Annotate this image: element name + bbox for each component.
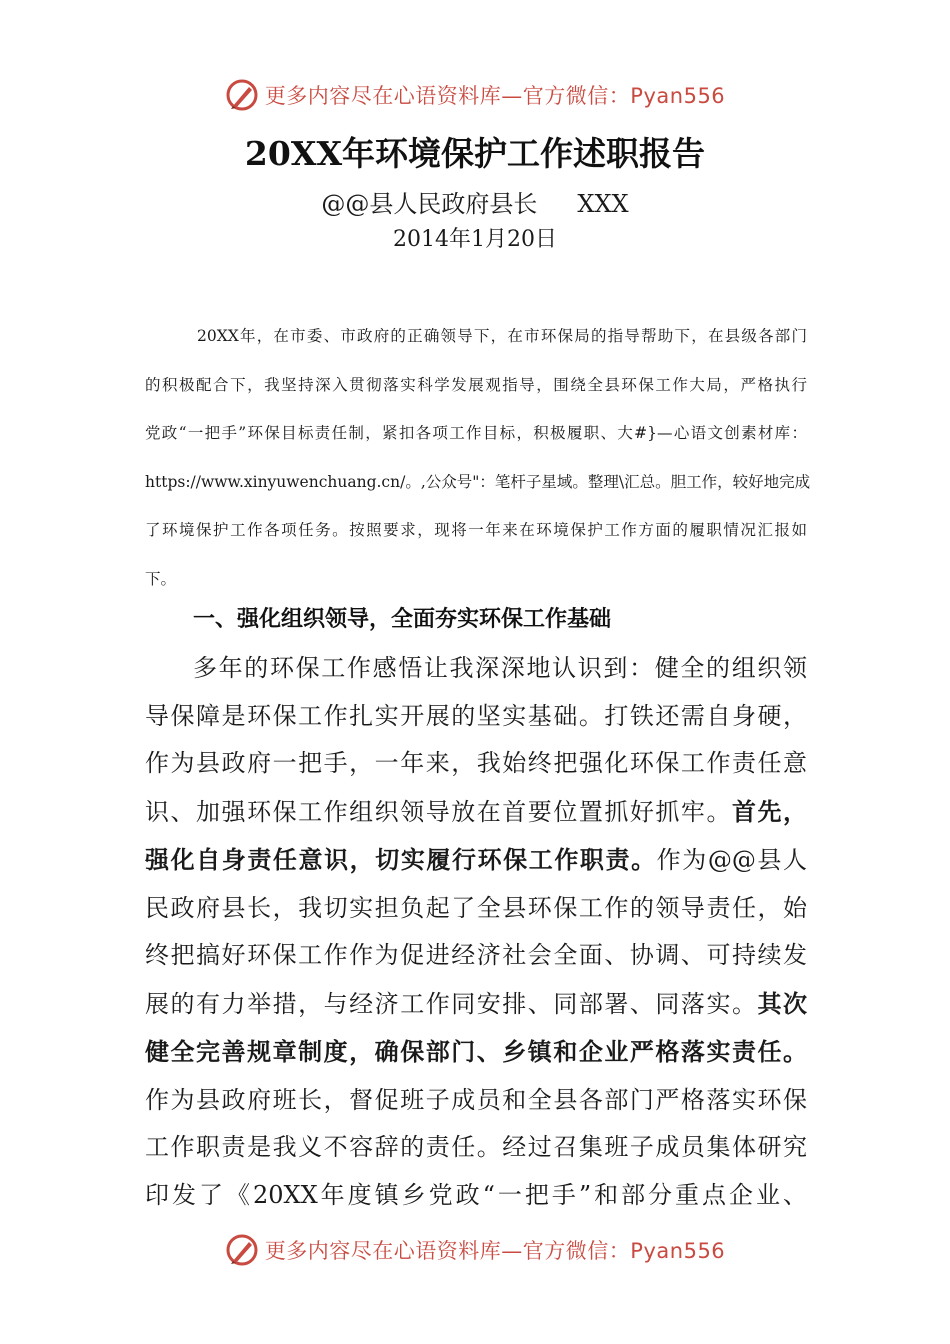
body-line: 作为县政府班长，督促班子成员和全县各部门严格落实环保 (145, 1085, 807, 1114)
body-line (145, 1028, 807, 1077)
author-name: XXX (577, 190, 629, 218)
watermark-text: 更多内容尽在心语资料库—官方微信：Pyan556 (264, 84, 726, 108)
author-line (0, 186, 950, 222)
intro-line: 党政“一把手”环保目标责任制，紧扣各项工作目标，积极履职、大#}—心语文创素材库： (145, 424, 807, 442)
section-body (145, 645, 807, 1219)
intro-paragraph (145, 312, 811, 603)
intro-line: https://www.xinyuwenchuang.cn/。,公众号"：笔杆子星域。整理\汇总。胆工作，较好地完成 (145, 472, 811, 491)
body-text: 展的有力举措，与经济工作同安排、同部署、同落实。 (145, 989, 758, 1018)
intro-line: 20XX年，在市委、市政府的正确领导下，在市环保局的指导帮助下，在县级各部门 (197, 327, 807, 345)
body-text: 作为@@县人 (656, 846, 808, 874)
pen-logo-icon (225, 78, 259, 112)
body-line (145, 980, 807, 1029)
body-line: 多年的环保工作感悟让我深深地认识到：健全的组织领 (193, 654, 807, 682)
watermark-text: 更多内容尽在心语资料库—官方微信：Pyan556 (264, 1239, 726, 1263)
body-line: 导保障是环保工作扎实开展的坚实基础。打铁还需自身硬， (145, 701, 807, 730)
body-line: 终把搞好环保工作作为促进经济社会全面、协调、可持续发 (145, 941, 807, 969)
bold-lead: 首先， (731, 796, 808, 826)
watermark-bottom (0, 1230, 950, 1270)
section-heading: 一、强化组织领导，全面夯实环保工作基础 (193, 607, 612, 632)
intro-line: 了环境保护工作各项任务。按照要求，现将一年来在环境保护工作方面的履职情况汇报如 (145, 521, 807, 539)
body-line: 作为县政府一把手，一年来，我始终把强化环保工作责任意 (145, 749, 807, 777)
body-line (145, 836, 807, 885)
body-text: 识、加强环保工作组织领导放在首要位置抓好抓牢。 (145, 797, 732, 826)
bold-lead: 强化自身责任意识，切实履行环保工作职责。 (145, 845, 657, 874)
report-date: 2014年1月20日 (393, 227, 557, 252)
watermark-top (0, 75, 950, 115)
pen-logo-icon (225, 1233, 259, 1267)
body-line: 印发了《20XX年度镇乡党政“一把手”和部分重点企业、 (145, 1180, 807, 1209)
intro-line: 的积极配合下，我坚持深入贯彻落实科学发展观指导，围绕全县环保工作大局，严格执行 (145, 375, 807, 394)
intro-line: 下。 (145, 569, 177, 588)
bold-lead: 健全完善规章制度，确保部门、乡镇和企业严格落实责任。 (145, 1037, 807, 1066)
body-line: 工作职责是我义不容辞的责任。经过召集班子成员集体研究 (145, 1133, 807, 1161)
document-title: 20XX年环境保护工作述职报告 (244, 134, 706, 173)
body-line (145, 788, 807, 837)
author-org: @@县人民政府县长 (321, 190, 538, 218)
body-line: 民政府县长，我切实担负起了全县环保工作的领导责任，始 (145, 893, 807, 922)
bold-lead: 其次 (757, 988, 808, 1018)
